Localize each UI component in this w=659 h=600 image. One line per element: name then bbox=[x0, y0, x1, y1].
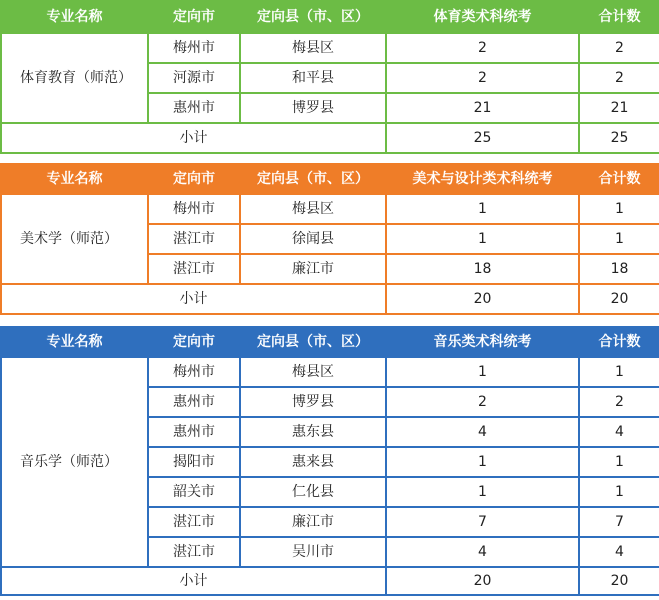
subtotal-total: 20 bbox=[579, 567, 659, 595]
county-cell: 和平县 bbox=[240, 63, 386, 93]
header-county: 定向县（市、区） bbox=[240, 327, 386, 357]
header-county: 定向县（市、区） bbox=[240, 164, 386, 194]
table-header-row bbox=[1, 1, 659, 33]
exam-cell: 4 bbox=[386, 537, 579, 567]
art-quota-table bbox=[0, 163, 659, 315]
exam-cell: 7 bbox=[386, 507, 579, 537]
total-cell: 2 bbox=[579, 387, 659, 417]
header-exam: 美术与设计类术科统考 bbox=[386, 164, 579, 194]
subtotal-row bbox=[1, 123, 659, 153]
city-cell: 湛江市 bbox=[148, 537, 240, 567]
exam-cell: 18 bbox=[386, 254, 579, 284]
total-cell: 4 bbox=[579, 417, 659, 447]
subtotal-exam: 20 bbox=[386, 284, 579, 314]
total-cell: 21 bbox=[579, 93, 659, 123]
table-header-row bbox=[1, 327, 659, 357]
subtotal-row bbox=[1, 284, 659, 314]
county-cell: 惠来县 bbox=[240, 447, 386, 477]
table-row bbox=[1, 357, 659, 387]
header-exam: 音乐类术科统考 bbox=[386, 327, 579, 357]
total-cell: 7 bbox=[579, 507, 659, 537]
city-cell: 湛江市 bbox=[148, 224, 240, 254]
county-cell: 吴川市 bbox=[240, 537, 386, 567]
city-cell: 河源市 bbox=[148, 63, 240, 93]
table-row bbox=[1, 33, 659, 63]
exam-cell: 1 bbox=[386, 357, 579, 387]
total-cell: 2 bbox=[579, 33, 659, 63]
header-total: 合计数 bbox=[579, 327, 659, 357]
exam-cell: 1 bbox=[386, 447, 579, 477]
total-cell: 1 bbox=[579, 447, 659, 477]
header-major: 专业名称 bbox=[1, 327, 148, 357]
city-cell: 揭阳市 bbox=[148, 447, 240, 477]
major-cell: 音乐学（师范） bbox=[1, 357, 148, 567]
city-cell: 惠州市 bbox=[148, 417, 240, 447]
county-cell: 博罗县 bbox=[240, 93, 386, 123]
county-cell: 惠东县 bbox=[240, 417, 386, 447]
header-city: 定向市 bbox=[148, 1, 240, 33]
county-cell: 梅县区 bbox=[240, 357, 386, 387]
county-cell: 博罗县 bbox=[240, 387, 386, 417]
city-cell: 梅州市 bbox=[148, 357, 240, 387]
total-cell: 1 bbox=[579, 224, 659, 254]
total-cell: 1 bbox=[579, 357, 659, 387]
subtotal-row bbox=[1, 567, 659, 595]
city-cell: 惠州市 bbox=[148, 387, 240, 417]
county-cell: 梅县区 bbox=[240, 33, 386, 63]
city-cell: 梅州市 bbox=[148, 194, 240, 224]
header-major: 专业名称 bbox=[1, 1, 148, 33]
exam-cell: 1 bbox=[386, 477, 579, 507]
county-cell: 仁化县 bbox=[240, 477, 386, 507]
exam-cell: 1 bbox=[386, 194, 579, 224]
exam-cell: 2 bbox=[386, 33, 579, 63]
county-cell: 梅县区 bbox=[240, 194, 386, 224]
total-cell: 1 bbox=[579, 477, 659, 507]
header-exam: 体育类术科统考 bbox=[386, 1, 579, 33]
county-cell: 徐闻县 bbox=[240, 224, 386, 254]
subtotal-exam: 25 bbox=[386, 123, 579, 153]
city-cell: 湛江市 bbox=[148, 254, 240, 284]
county-cell: 廉江市 bbox=[240, 254, 386, 284]
header-major: 专业名称 bbox=[1, 164, 148, 194]
total-cell: 2 bbox=[579, 63, 659, 93]
city-cell: 惠州市 bbox=[148, 93, 240, 123]
total-cell: 4 bbox=[579, 537, 659, 567]
music-quota-table bbox=[0, 326, 659, 596]
subtotal-total: 25 bbox=[579, 123, 659, 153]
subtotal-label: 小计 bbox=[1, 284, 386, 314]
city-cell: 梅州市 bbox=[148, 33, 240, 63]
total-cell: 1 bbox=[579, 194, 659, 224]
table-header-row bbox=[1, 164, 659, 194]
header-city: 定向市 bbox=[148, 164, 240, 194]
exam-cell: 2 bbox=[386, 387, 579, 417]
header-county: 定向县（市、区） bbox=[240, 1, 386, 33]
major-cell: 体育教育（师范） bbox=[1, 33, 148, 123]
subtotal-exam: 20 bbox=[386, 567, 579, 595]
subtotal-label: 小计 bbox=[1, 567, 386, 595]
major-cell: 美术学（师范） bbox=[1, 194, 148, 284]
county-cell: 廉江市 bbox=[240, 507, 386, 537]
header-total: 合计数 bbox=[579, 1, 659, 33]
exam-cell: 4 bbox=[386, 417, 579, 447]
exam-cell: 2 bbox=[386, 63, 579, 93]
exam-cell: 1 bbox=[386, 224, 579, 254]
header-city: 定向市 bbox=[148, 327, 240, 357]
exam-cell: 21 bbox=[386, 93, 579, 123]
city-cell: 湛江市 bbox=[148, 507, 240, 537]
sports-quota-table bbox=[0, 0, 659, 154]
total-cell: 18 bbox=[579, 254, 659, 284]
subtotal-label: 小计 bbox=[1, 123, 386, 153]
subtotal-total: 20 bbox=[579, 284, 659, 314]
city-cell: 韶关市 bbox=[148, 477, 240, 507]
header-total: 合计数 bbox=[579, 164, 659, 194]
table-row bbox=[1, 194, 659, 224]
